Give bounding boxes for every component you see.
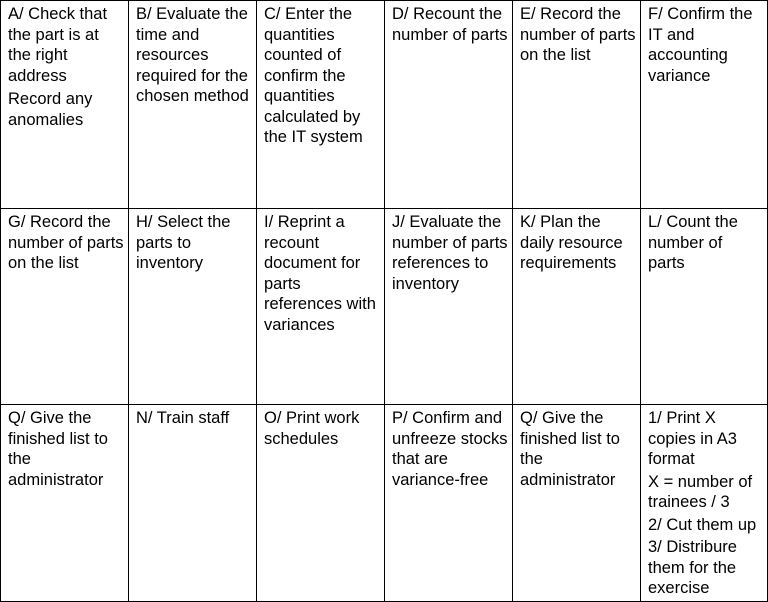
card-e [513, 1, 641, 209]
card-n-text: N/ Train staff [136, 409, 230, 427]
card-i-text: I/ Reprint a recount document for parts references with variances [264, 213, 376, 334]
card-c [257, 1, 385, 209]
card-c-text: C/ Enter the quantities counted of confirm the quantities calculated by the IT system [264, 5, 363, 146]
card-q-2-text: Q/ Give the finished list to the administrator [520, 409, 620, 489]
card-a [1, 1, 129, 209]
card-o [257, 405, 385, 602]
card-i [257, 209, 385, 405]
card-d [385, 1, 513, 209]
card-f [641, 1, 768, 209]
card-l [641, 209, 768, 405]
instruction-step-3: 3/ Distribure them for the exercise [648, 538, 737, 597]
card-k [513, 209, 641, 405]
card-p [385, 405, 513, 602]
instruction-formula: X = number of trainees / 3 [648, 472, 753, 511]
card-g-text: G/ Record the number of parts on the list [8, 213, 124, 272]
card-n [129, 405, 257, 602]
card-o-text: O/ Print work schedules [264, 409, 360, 448]
card-q-1 [1, 405, 129, 602]
card-a-text-2: Record any anomalies [8, 90, 93, 129]
card-a-text: A/ Check that the part is at the right address [8, 5, 108, 85]
card-k-text: K/ Plan the daily resource requirements [520, 213, 623, 272]
card-p-text: P/ Confirm and unfreeze stocks that are variance-free [392, 409, 508, 489]
card-g [1, 209, 129, 405]
card-j [385, 209, 513, 405]
card-f-text: F/ Confirm the IT and accounting variance [648, 5, 753, 85]
card-j-text: J/ Evaluate the number of parts references to inventory [392, 213, 508, 293]
instruction-step-2: 2/ Cut them up [648, 515, 757, 534]
card-h [129, 209, 257, 405]
card-b-text: B/ Evaluate the time and resources required for the chosen method [136, 5, 249, 105]
card-l-text: L/ Count the number of parts [648, 213, 738, 272]
card-d-text: D/ Recount the number of parts [392, 5, 508, 44]
card-b [129, 1, 257, 209]
instructions-cell [641, 405, 768, 602]
card-e-text: E/ Record the number of parts on the list [520, 5, 636, 64]
card-q-2 [513, 405, 641, 602]
instruction-step-1: 1/ Print X copies in A3 format [648, 409, 737, 468]
card-h-text: H/ Select the parts to inventory [136, 213, 231, 272]
card-q-1-text: Q/ Give the finished list to the administrator [8, 409, 108, 489]
